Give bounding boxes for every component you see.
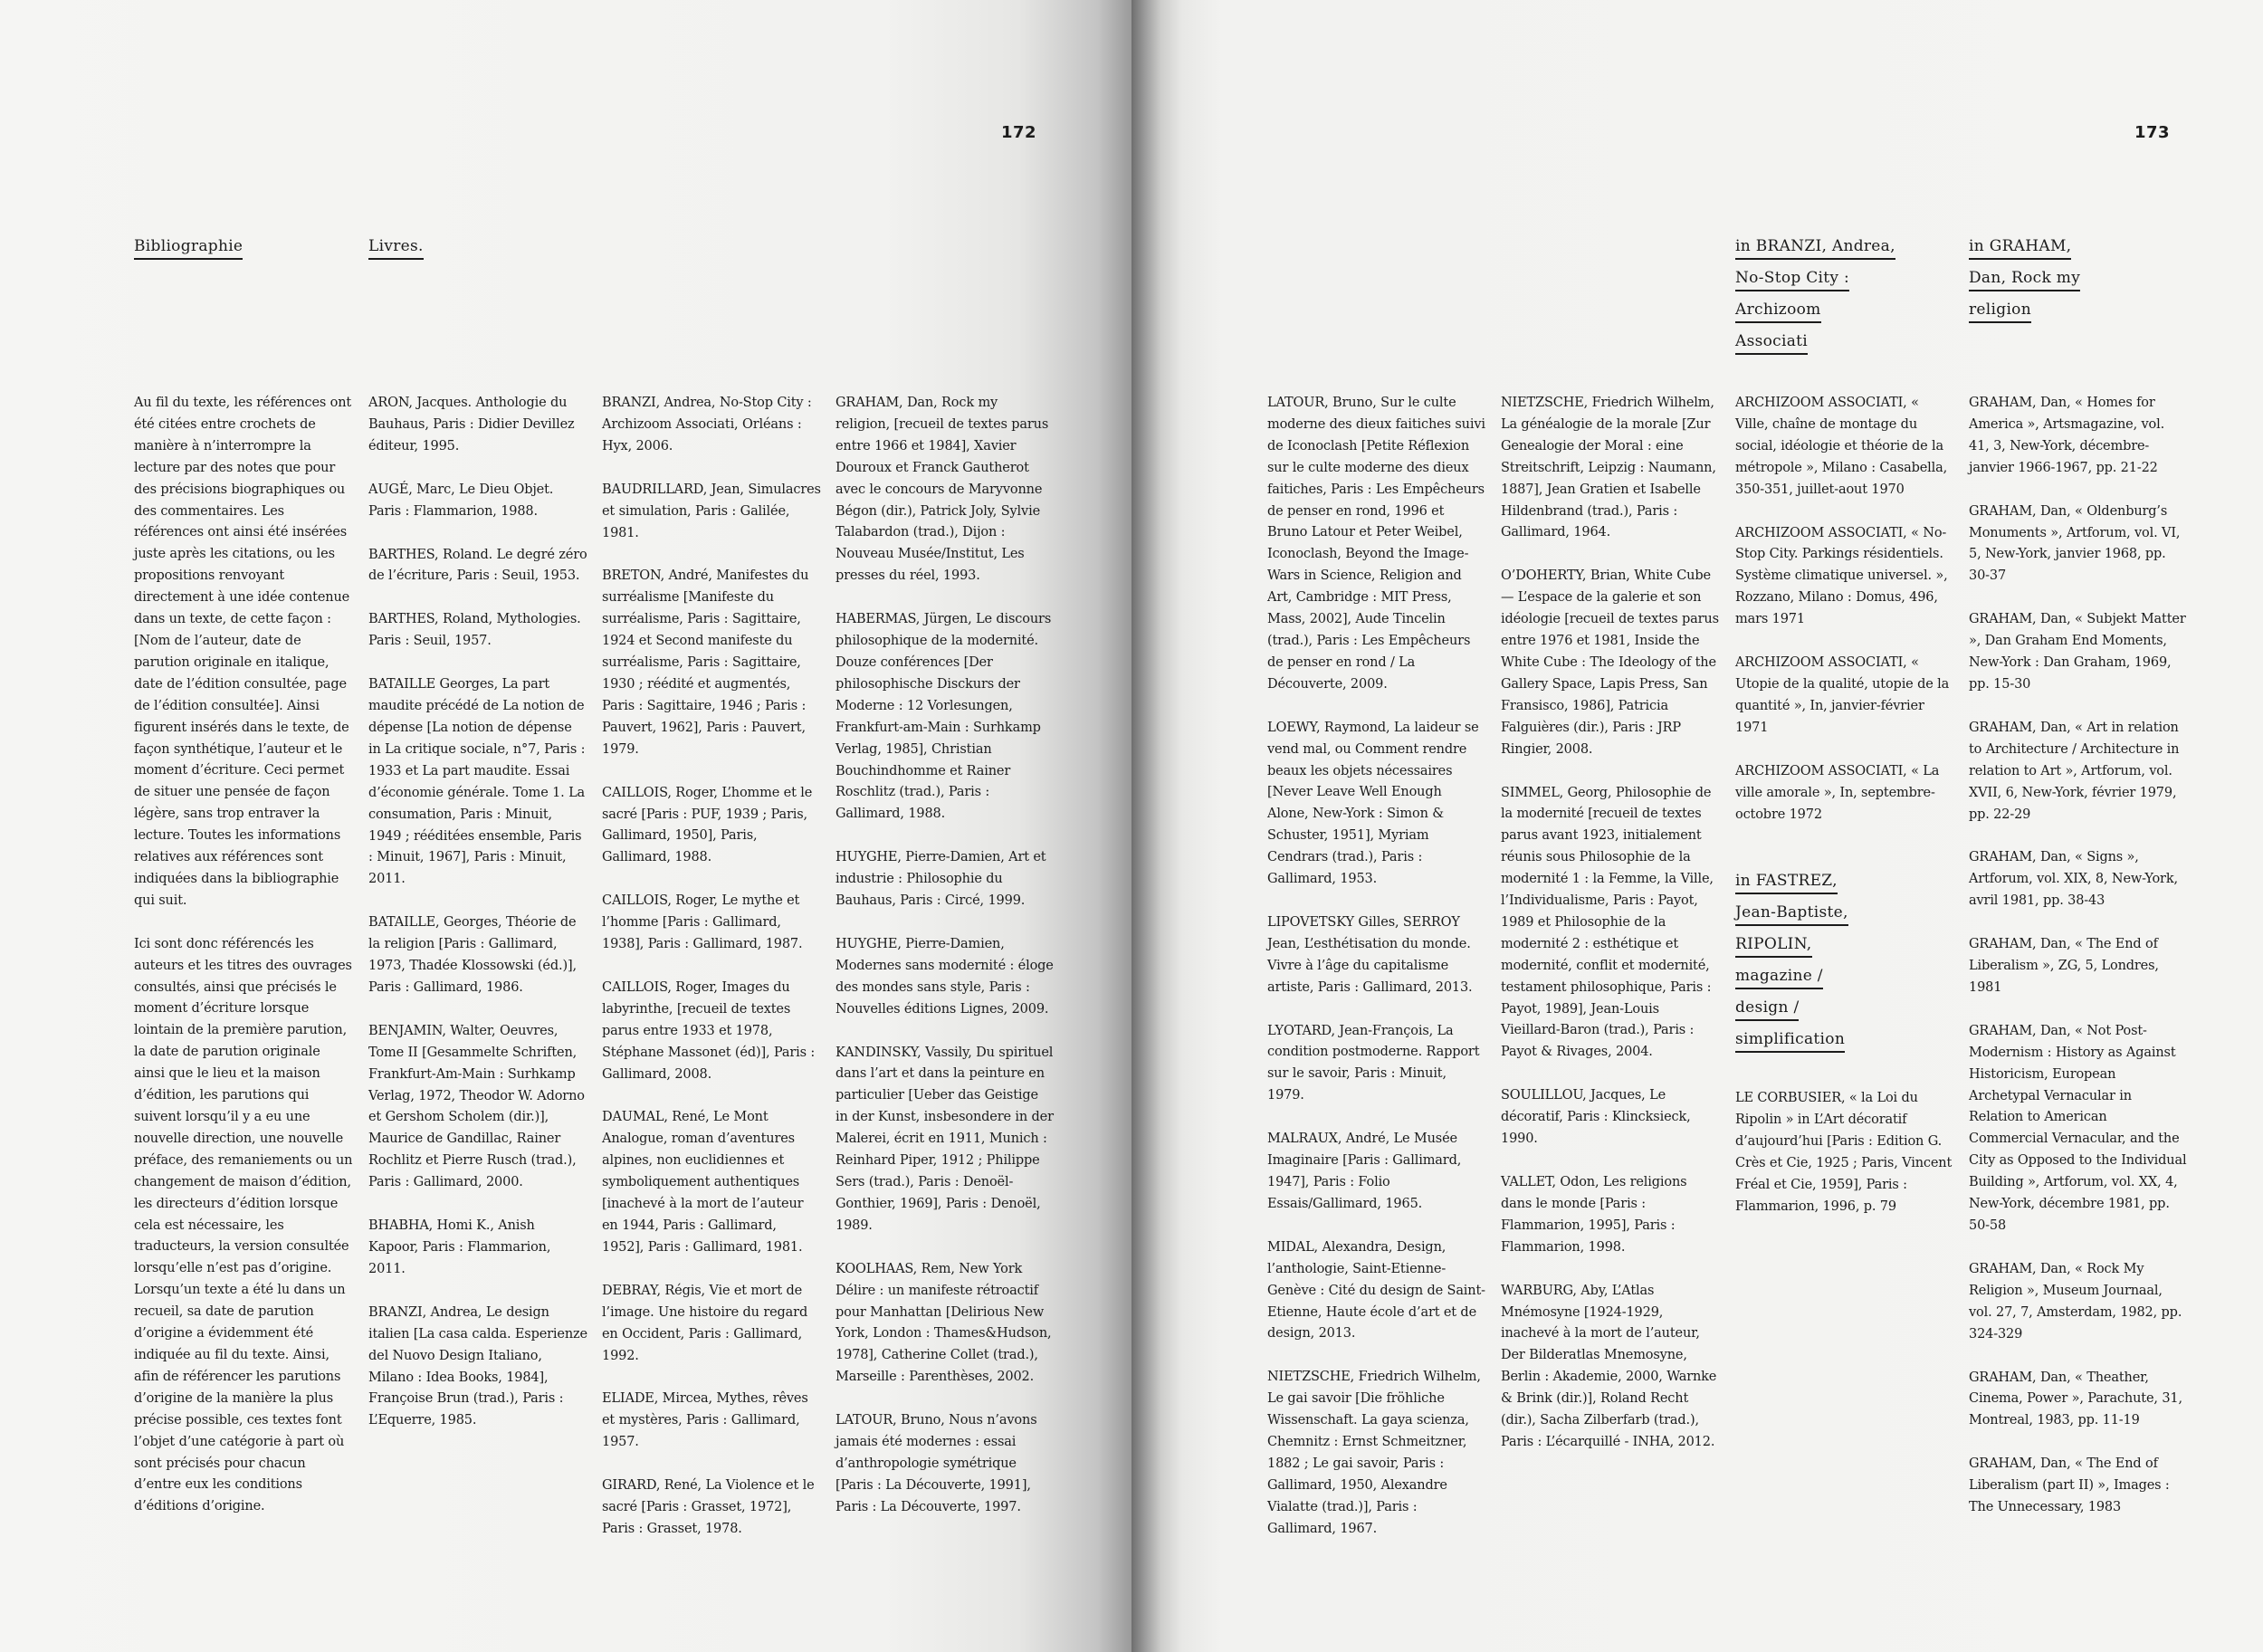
bibliography-entry: GRAHAM, Dan, « Not Post-Modernism : History as Against Historicism, European Archetypal Vernacular in Relation to American Commercial Vernacular, and the City as Opposed to the Individual Building », Artforum, vol. XX, 4, New-York, décembre 1981, pp. 50-58 bbox=[1969, 1023, 2187, 1233]
bibliography-entry: GRAHAM, Dan, « Homes for America », Artsmagazine, vol. 41, 3, New-York, décembre-janvier 1966-1967, pp. 21-22 bbox=[1969, 396, 2165, 475]
bibliography-entry: BATAILLE, Georges, Théorie de la religion [Paris : Gallimard, 1973, Thadée Klossowski (éd.)], Paris : Gallimard, 1986. bbox=[368, 915, 577, 995]
heading-livres bbox=[368, 231, 536, 263]
bibliography-entry: VALLET, Odon, Les religions dans le monde [Paris : Flammarion, 1995], Paris : Flammarion, 1998. bbox=[1501, 1175, 1687, 1255]
bibliography-entry: BENJAMIN, Walter, Oeuvres, Tome II [Gesammelte Schriften, Frankfurt-Am-Main : Surhkamp Verlag, 1972, Theodor W. Adorno et Gershom Scholem (dir.)], Maurice de Gandillac, Rainer Rochlitz et Pierre Rusch (trad.), Paris : Gallimard, 2000. bbox=[368, 1023, 585, 1190]
bibliography-entry: DEBRAY, Régis, Vie et mort de l’image. Une histoire du regard en Occident, Paris : Gallimard, 1992. bbox=[602, 1283, 808, 1363]
bibliography-entry: WARBURG, Aby, L’Atlas Mnémosyne [1924-1929, inachevé à la mort de l’auteur, Der Bilderatlas Mnemosyne, Berlin : Akademie, 2000, Warnke & Brink (dir.)], Roland Recht (dir.), Sacha Zilberfarb (trad.), Paris : L’écarquillé - INHA, 2012. bbox=[1501, 1283, 1717, 1449]
bibliography-entry: HUYGHE, Pierre-Damien, Art et industrie : Philosophie du Bauhaus, Paris : Circé, 1999. bbox=[835, 850, 1046, 909]
bibliography-entry: Ici sont donc référencés les auteurs et les titres des ouvrages consultés, ainsi que précisés le moment d’écriture lorsque lointain de la première parution, la date de parution originale ainsi que le lieu et la maison d’édition, les parutions qui suivent lorsqu’il y a eu une nouvelle direction, une nouvelle préface, des remaniements ou un changement de maison d’édition, les directeurs d’édition lorsque cela est nécessaire, les traducteurs, la version consultée lorsqu’elle n’est pas d’origine. Lorsqu’un texte a été lu dans un recueil, sa date de parution d’origine a évidemment été indiquée au fil du texte. Ainsi, afin de référencer les parutions d’origine de la manière la plus précise possible, ces textes font l’objet d’une catégorie à part où sont précisés pour chacun d’entre eux les conditions d’éditions d’origine. bbox=[134, 936, 353, 1514]
bibliography-entry: ARCHIZOOM ASSOCIATI, « La ville amorale », In, septembre-octobre 1972 bbox=[1735, 763, 1940, 822]
bibliography-entry: ARCHIZOOM ASSOCIATI, « Ville, chaîne de montage du social, idéologie et théorie de la métropole », Milano : Casabella, 350-351, juillet-aout 1970 bbox=[1735, 396, 1948, 497]
right-page bbox=[1132, 0, 2263, 1652]
bibliography-entry: DAUMAL, René, Le Mont Analogue, roman d’aventures alpines, non euclidiennes et symboliquement authentiques [inachevé à la mort de l’auteur en 1944, Paris : Gallimard, 1952], Paris : Gallimard, 1981. bbox=[602, 1110, 804, 1255]
bibliography-entry: BRETON, André, Manifestes du surréalisme [Manifeste du surréalisme, Paris : Sagittaire, 1924 et Second manifeste du surréalisme, Paris : Sagittaire, 1930 ; réédité et augmentés, Paris : Sagittaire, 1946 ; Paris : Pauvert, 1962], Paris : Pauvert, 1979. bbox=[602, 568, 809, 757]
bibliography-entry: AUGÉ, Marc, Le Dieu Objet. Paris : Flammarion, 1988. bbox=[368, 482, 554, 519]
bibliography-entry: LATOUR, Bruno, Sur le culte moderne des dieux faitiches suivi de Iconoclash [Petite Réflexion sur le culte moderne des dieux faitiches, Paris : Les Empêcheurs de penser en rond, 1996 et Bruno Latour et Peter Weibel, Iconoclash, Beyond the Image-Wars in Science, Religion and Art, Cambridge : MIT Press, Mass, 2002], Aude Tincelin (trad.), Paris : Les Empêcheurs de penser en rond / La Découverte, 2009. bbox=[1267, 396, 1485, 692]
ripolin-list bbox=[1735, 1088, 1954, 1218]
intro-column bbox=[134, 393, 353, 1540]
bibliography-entry: ELIADE, Mircea, Mythes, rêves et mystères, Paris : Gallimard, 1957. bbox=[602, 1391, 808, 1450]
archizoom-list bbox=[1735, 393, 1954, 826]
bibliography-entry: LATOUR, Bruno, Nous n’avons jamais été modernes : essai d’anthropologie symétrique [Paris : La Découverte, 1991], Paris : La Découverte, 1997. bbox=[835, 1413, 1037, 1514]
bibliography-entry: BRANZI, Andrea, No-Stop City : Archizoom Associati, Orléans : Hyx, 2006. bbox=[602, 396, 812, 454]
bibliography-entry: BAUDRILLARD, Jean, Simulacres et simulation, Paris : Galilée, 1981. bbox=[602, 482, 821, 540]
bibliography-entry: O’DOHERTY, Brian, White Cube — L’espace de la galerie et son idéologie [recueil de textes parus entre 1976 et 1981, Inside the White Cube : The Ideology of the Gallery Space, Lapis Press, San Fransisco, 1986], Patricia Falguières (dir.), Paris : JRP Ringier, 2008. bbox=[1501, 568, 1719, 757]
bibliography-entry: HABERMAS, Jürgen, Le discours philosophique de la modernité. Douze conférences [Der philosophische Disckurs der Moderne : 12 Vorlesungen, Frankfurt-am-Main : Surhkamp Verlag, 1985], Christian Bouchindhomme et Rainer Roschlitz (trad.), Paris : Gallimard, 1988. bbox=[835, 612, 1052, 822]
heading-text: in GRAHAM, Dan, Rock my religion bbox=[1969, 237, 2080, 323]
bibliography-entry: SIMMEL, Georg, Philosophie de la modernité [recueil de textes parus avant 1923, initialement réunis sous Philosophie de la modernité 1 : la Femme, la Ville, l’Individualisme, Paris : Payot, 1989 et Philosophie de la modernité 2 : esthétique et modernité, conflit et modernité, testament philosophique, Paris : Payot, 1989], Jean-Louis Vieillard-Baron (trad.), Paris : Payot & Rivages, 2004. bbox=[1501, 785, 1714, 1060]
bibliography-entry: BATAILLE Georges, La part maudite précédé de La notion de dépense [La notion de dépense in La critique sociale, n°7, Paris : 1933 et La part maudite. Essai d’économie générale. Tome 1. La consumation, Paris : Minuit, 1949 ; rééditées ensemble, Paris : Minuit, 1967], Paris : Minuit, 2011. bbox=[368, 677, 586, 887]
bibliography-entry: MALRAUX, André, Le Musée Imaginaire [Paris : Gallimard, 1947], Paris : Folio Essais/Gallimard, 1965. bbox=[1267, 1132, 1462, 1211]
bibliography-entry: BHABHA, Homi K., Anish Kapoor, Paris : Flammarion, 2011. bbox=[368, 1218, 551, 1276]
bibliography-entry: GRAHAM, Dan, « The End of Liberalism », ZG, 5, Londres, 1981 bbox=[1969, 937, 2159, 995]
bibliography-entry: GRAHAM, Dan, « Oldenburg’s Monuments », Artforum, vol. VI, 5, New-York, janvier 1968, pp. 30-37 bbox=[1969, 503, 2181, 584]
heading-bibliographie bbox=[134, 231, 301, 263]
bibliography-entry: LE CORBUSIER, « la Loi du Ripolin » in L’Art décoratif d’aujourd’hui [Paris : Edition G. Crès et Cie, 1925 ; Paris, Vincent Fréal et Cie, 1959], Paris : Flammarion, 1996, p. 79 bbox=[1735, 1091, 1953, 1214]
bibliography-entry: GIRARD, René, La Violence et le sacré [Paris : Grasset, 1972], Paris : Grasset, 1978. bbox=[602, 1478, 815, 1536]
heading-text: in FASTREZ, Jean-Baptiste, RIPOLIN, magazine / design / simplification bbox=[1735, 872, 1848, 1053]
bibliography-entry: CAILLOIS, Roger, Images du labyrinthe, [recueil de textes parus entre 1933 et 1978, Stéphane Massonet (éd)], Paris : Gallimard, 2008. bbox=[602, 979, 816, 1082]
articles-archizoom-column bbox=[1735, 393, 1954, 1240]
bibliography-entry: GRAHAM, Dan, Rock my religion, [recueil de textes parus entre 1966 et 1984], Xavier Douroux et Franck Gautherot avec le concours de Maryvonne Bégon (dir.), Patrick Joly, Sylvie Talabardon (trad.), Dijon : Nouveau Musée/Institut, Les presses du réel, 1993. bbox=[835, 396, 1049, 584]
bibliography-entry: MIDAL, Alexandra, Design, l’anthologie, Saint-Etienne-Genève : Cité du design de Saint-Etienne, Haute école d’art et de design, 2013. bbox=[1267, 1239, 1485, 1342]
heading-branzi bbox=[1735, 231, 1898, 358]
heading-graham bbox=[1969, 231, 2114, 326]
books-column-1 bbox=[368, 393, 587, 1454]
bibliography-entry: GRAHAM, Dan, « Subjekt Matter », Dan Graham End Moments, New-York : Dan Graham, 1969, pp. 15-30 bbox=[1969, 612, 2186, 692]
bibliography-entry: GRAHAM, Dan, « Art in relation to Architecture / Architecture in relation to Art », Artforum, vol. XVII, 6, New-York, février 1979, pp. 22-29 bbox=[1969, 720, 2180, 822]
bibliography-entry: BARTHES, Roland, Mythologies. Paris : Seuil, 1957. bbox=[368, 612, 581, 649]
bibliography-entry: HUYGHE, Pierre-Damien, Modernes sans modernité : éloge des mondes sans style, Paris : Nouvelles éditions Lignes, 2009. bbox=[835, 936, 1054, 1017]
books-column-3 bbox=[835, 393, 1055, 1541]
bibliography-entry: GRAHAM, Dan, « Theather, Cinema, Power », Parachute, 31, Montreal, 1983, pp. 11-19 bbox=[1969, 1370, 2182, 1428]
bibliography-entry: LOEWY, Raymond, La laideur se vend mal, ou Comment rendre beaux les objets nécessaires [Never Leave Well Enough Alone, New-York : Simon & Schuster, 1951], Myriam Cendrars (trad.), Paris : Gallimard, 1953. bbox=[1267, 720, 1479, 887]
page-number: 173 bbox=[2134, 123, 2171, 142]
bibliography-entry: BARTHES, Roland. Le degré zéro de l’écriture, Paris : Seuil, 1953. bbox=[368, 547, 587, 584]
bibliography-entry: GRAHAM, Dan, « The End of Liberalism (part II) », Images : The Unnecessary, 1983 bbox=[1969, 1456, 2170, 1515]
heading-fastrez bbox=[1735, 865, 1871, 1055]
heading-text: Bibliographie bbox=[134, 237, 243, 260]
bibliography-entry: KOOLHAAS, Rem, New York Délire : un manifeste rétroactif pour Manhattan [Delirious New York, London : Thames&Hudson, 1978], Catherine Collet (trad.), Marseille : Parenthèses, 2002. bbox=[835, 1261, 1052, 1385]
bibliography-entry: ARON, Jacques. Anthologie du Bauhaus, Paris : Didier Devillez éditeur, 1995. bbox=[368, 396, 575, 454]
bibliography-entry: ARCHIZOOM ASSOCIATI, « Utopie de la qualité, utopie de la quantité », In, janvier-février 1971 bbox=[1735, 655, 1950, 735]
bibliography-entry: BRANZI, Andrea, Le design italien [La casa calda. Esperienze del Nuovo Design Italiano, Milano : Idea Books, 1984], Françoise Brun (trad.), Paris : L’Equerre, 1985. bbox=[368, 1304, 587, 1428]
bibliography-entry: LIPOVETSKY Gilles, SERROY Jean, L’esthétisation du monde. Vivre à l’âge du capitalisme artiste, Paris : Gallimard, 2013. bbox=[1267, 914, 1473, 995]
bibliography-entry: LYOTARD, Jean-François, La condition postmoderne. Rapport sur le savoir, Paris : Minuit, 1979. bbox=[1267, 1023, 1480, 1103]
bibliography-entry: ARCHIZOOM ASSOCIATI, « No-Stop City. Parkings résidentiels. Système climatique universel. », Rozzano, Milano : Domus, 496, mars 1971 bbox=[1735, 525, 1948, 627]
bibliography-entry: SOULILLOU, Jacques, Le décoratif, Paris : Klincksieck, 1990. bbox=[1501, 1088, 1691, 1147]
bibliography-entry: NIETZSCHE, Friedrich Wilhelm, Le gai savoir [Die fröhliche Wissenschaft. La gaya scienza, Chemnitz : Ernst Schmeitzner, 1882 ; Le gai savoir, Paris : Gallimard, 1950, Alexandre Vialatte (trad.)], Paris : Gallimard, 1967. bbox=[1267, 1370, 1481, 1536]
bibliography-entry: CAILLOIS, Roger, Le mythe et l’homme [Paris : Gallimard, 1938], Paris : Gallimard, 1987. bbox=[602, 893, 803, 952]
bibliography-entry: GRAHAM, Dan, « Signs », Artforum, vol. XIX, 8, New-York, avril 1981, pp. 38-43 bbox=[1969, 850, 2178, 909]
books-column-4 bbox=[1267, 393, 1486, 1562]
books-column-2 bbox=[602, 393, 821, 1562]
bibliography-entry: Au fil du texte, les références ont été citées entre crochets de manière à n’interrompre la lecture par des notes que pour des précisions biographiques ou des commentaires. Les références ont ainsi été insérées juste après les citations, ou les propositions renvoyant directement à une idée contenue dans un texte, de cette façon : [Nom de l’auteur, date de parution originale en italique, date de l’édition consultée, page de l’édition consultée]. Ainsi figurent insérés dans le texte, de façon synthétique, l’auteur et le moment d’écriture. Ceci permet de situer une pensée de façon légère, sans trop entraver la lecture. Toutes les informations relatives aux références sont indiquées dans la bibliographie qui suit. bbox=[134, 396, 352, 908]
bibliography-entry: KANDINSKY, Vassily, Du spirituel dans l’art et dans la peinture en particulier [Ueber das Geistige in der Kunst, insbesondere in der Malerei, écrit en 1911, Munich : Reinhard Piper, 1912 ; Philippe Sers (trad.), Paris : Denoël-Gonthier, 1969], Paris : Denoël, 1989. bbox=[835, 1045, 1054, 1233]
books-column-5 bbox=[1501, 393, 1720, 1475]
bibliography-entry: NIETZSCHE, Friedrich Wilhelm, La généalogie de la morale [Zur Genealogie der Moral : eine Streitschrift, Leipzig : Naumann, 1887], Jean Gratien et Isabelle Hildenbrand (trad.), Paris : Gallimard, 1964. bbox=[1501, 396, 1716, 540]
heading-text: in BRANZI, Andrea, No-Stop City : Archizoom Associati bbox=[1735, 237, 1895, 355]
heading-text: Livres. bbox=[368, 237, 424, 260]
bibliography-entry: GRAHAM, Dan, « Rock My Religion », Museum Journaal, vol. 27, 7, Amsterdam, 1982, pp. 324-329 bbox=[1969, 1261, 2182, 1342]
articles-graham-column bbox=[1969, 393, 2188, 1541]
page-number: 172 bbox=[1001, 123, 1037, 142]
bibliography-entry: CAILLOIS, Roger, L’homme et le sacré [Paris : PUF, 1939 ; Paris, Gallimard, 1950], Paris, Gallimard, 1988. bbox=[602, 785, 813, 865]
